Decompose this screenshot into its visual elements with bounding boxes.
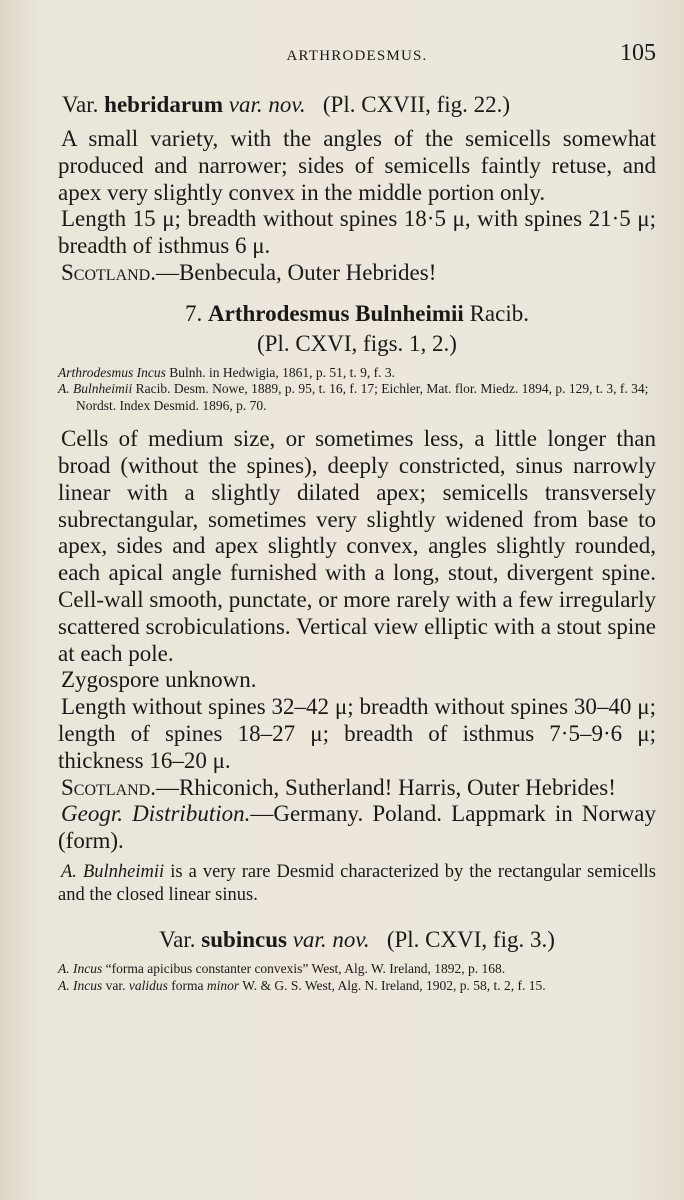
page-number: 105 [620,40,656,66]
species-name: Arthrodesmus Bulnheimii [208,300,464,326]
synonymy-entry [58,381,656,414]
variety-status: var. nov. [292,927,370,953]
note-taxon: A. Bulnheimii [61,862,165,883]
synonym-taxon: A. Bulnheimii [58,381,133,397]
distribution-text: —Benbecula, Outer Hebrides! [155,259,437,285]
species-description: Cells of medium size, or sometimes less, a little longer than broad (without the spines), deeply constricted, sinus narrowly linear with a slightly dilated apex; semicells transversely subrectangular, sometimes very slightly widened from base to apex, sides and apex slightly convex, angles slightly rounded, each apical angle furnished with a long, stout, divergent spine. Cell-wall smooth, punctate, or more rarely with a few irregularly scattered scrobiculations. Vertical view elliptic with a stout spine at each pole. [58,426,656,666]
page-header [58,40,656,70]
species-synonymy [58,365,656,415]
variety-distribution [58,260,656,287]
scotland-text: —Rhiconich, Sutherland! Harris, Outer Hebrides! [155,774,616,800]
synonymy-entry [58,961,656,978]
species-measurements: Length without spines 32–42 μ; breadth without spines 30–40 μ; length of spines 18–27 μ; breadth of isthmus 7·5–9·6 μ; thickness 16–20 μ. [58,694,656,773]
geogr-label: Geogr. Distribution. [61,801,251,827]
synonym-connector: var. [102,977,129,993]
synonym-citation: Racib. Desm. Nowe, 1889, p. 95, t. 16, f. 17; Eichler, Mat. flor. Miedz. 1894, p. 129, t. 3, f. 34; Nordst. Index Desmid. 1896, p. 70. [76,381,649,413]
page-body [58,90,656,994]
variety-description: A small variety, with the angles of the semicells somewhat produced and narrower; sides of semicells faintly retuse, and apex very slightly convex in the middle portion only. [58,126,656,205]
running-head: ARTHRODESMUS. [286,48,428,64]
variety-heading-hebridarum [58,90,656,120]
synonym-connector: forma [167,977,207,993]
variety-status: var. nov. [228,92,306,117]
species-note [58,861,656,907]
species-geographic-distribution [58,801,656,855]
species-number: 7. [185,300,203,326]
species-scotland-distribution [58,775,656,802]
scotland-label: Scotland. [61,774,156,800]
variety-name: subincus [201,927,287,953]
heading-prefix: Var. [62,92,105,117]
variety-name: hebridarum [104,92,224,117]
variety-synonymy [58,961,656,994]
geogr-text: —Germany. Poland. Lappmark in Norway (form). [58,801,657,854]
synonym-citation: W. & G. S. West, Alg. N. Ireland, 1902, p. 58, t. 2, f. 15. [239,977,546,993]
distribution-label: Scotland. [61,259,156,285]
synonymy-entry [58,978,656,995]
synonym-variety: validus [128,977,168,993]
synonym-taxon: Arthrodesmus Incus [58,364,166,380]
synonym-citation: Bulnh. in Hedwigia, 1861, p. 51, t. 9, f. 3. [165,364,395,380]
synonym-taxon: A. Incus [58,977,103,993]
synonym-form: minor [206,977,240,993]
synonym-taxon: A. Incus [58,961,103,977]
variety-measurements: Length 15 μ; breadth without spines 18·5 μ, with spines 21·5 μ; breadth of isthmus 6 μ. [58,206,656,259]
note-text: is a very rare Desmid characterized by the rectangular semicells and the closed linear sinus. [58,862,657,906]
synonym-citation: “forma apicibus constanter convexis” West, Alg. W. Ireland, 1892, p. 168. [102,961,506,977]
plate-reference: (Pl. CXVII, fig. 22.) [322,92,511,117]
heading-prefix: Var. [159,927,202,953]
species-plate-reference: (Pl. CXVI, figs. 1, 2.) [257,330,457,356]
variety-heading-subincus [58,925,656,955]
species-zygospore: Zygospore unknown. [61,667,257,693]
plate-reference: (Pl. CXVI, fig. 3.) [386,927,555,953]
species-heading [58,299,656,329]
synonymy-entry [58,365,656,382]
species-author: Racib. [469,300,529,326]
